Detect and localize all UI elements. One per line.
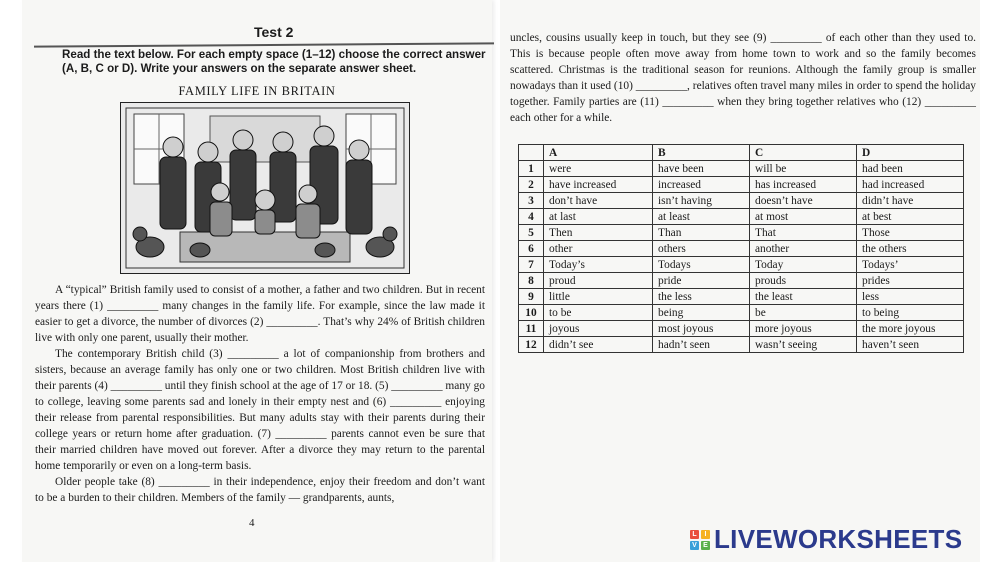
option-a: have increased: [544, 177, 653, 193]
option-c: be: [750, 305, 857, 321]
left-page: [22, 0, 492, 562]
option-d: had been: [857, 161, 964, 177]
table-row: [519, 209, 964, 225]
option-c: more joyous: [750, 321, 857, 337]
option-b: being: [653, 305, 750, 321]
table-header-row: [519, 145, 964, 161]
logo-letter: V: [690, 541, 699, 550]
table-row: [519, 225, 964, 241]
option-c: another: [750, 241, 857, 257]
option-a: didn’t see: [544, 337, 653, 353]
option-b: Todays: [653, 257, 750, 273]
table-row: [519, 273, 964, 289]
option-b: at least: [653, 209, 750, 225]
family-portrait-illustration: [120, 102, 410, 274]
option-a: joyous: [544, 321, 653, 337]
logo-letter: L: [690, 530, 699, 539]
option-b: pride: [653, 273, 750, 289]
option-b: isn’t having: [653, 193, 750, 209]
table-body: [519, 161, 964, 353]
table-row: [519, 289, 964, 305]
option-d: Todays’: [857, 257, 964, 273]
option-b: hadn’t seen: [653, 337, 750, 353]
table-row: [519, 337, 964, 353]
paragraph-continued: uncles, cousins usually keep in touch, but they see (9) _________ of each other than they used to. This is because people often move away from home town to work and so the family becomes scattered. Christmas is the traditional season for reunions. Although the family group is smaller nowadays than it used (10) _________, relatives often travel many miles in order to spend the holiday together. Family parties are (11) _________ when they bring together relatives who (12) _________ each other for a while.: [510, 32, 976, 124]
test-title: Test 2: [254, 24, 294, 40]
option-a: were: [544, 161, 653, 177]
page-number: 4: [249, 517, 255, 529]
option-c: doesn’t have: [750, 193, 857, 209]
logo-letter: I: [701, 530, 710, 539]
paragraph-3: Older people take (8) _________ in their independence, enjoy their freedom and don’t want to be a burden to their children. Members of the family — grandparents, aunts,: [35, 476, 485, 504]
option-a: Today’s: [544, 257, 653, 273]
option-a: proud: [544, 273, 653, 289]
option-c: will be: [750, 161, 857, 177]
option-d: at best: [857, 209, 964, 225]
question-number: 9: [519, 289, 544, 305]
option-d: haven’t seen: [857, 337, 964, 353]
question-number: 6: [519, 241, 544, 257]
option-d: less: [857, 289, 964, 305]
paragraph-2: The contemporary British child (3) _________ a lot of companionship from brothers and sisters, because an average family has only one or two children. Most British children live with their parents (4) _________ until they finish school at the age of 17 or 18. (5) _________ many go to college, leaving some parents sad and lonely in their empty nest and (6) _________ enjoying their release from parental responsibilities. But many adults stay with their parents during their college years or return home after graduation. (7) _________ parents cannot even be sure that their married children have moved out forever. After a divorce they may return to the parental home temporarily or even on a long-term basis.: [35, 348, 485, 472]
option-d: didn’t have: [857, 193, 964, 209]
option-a: don’t have: [544, 193, 653, 209]
option-a: other: [544, 241, 653, 257]
question-number: 3: [519, 193, 544, 209]
option-c: wasn’t seeing: [750, 337, 857, 353]
option-b: others: [653, 241, 750, 257]
option-b: most joyous: [653, 321, 750, 337]
question-number: 2: [519, 177, 544, 193]
question-number: 1: [519, 161, 544, 177]
table-row: [519, 193, 964, 209]
liveworksheets-logo: [690, 524, 962, 555]
table-header-number: [519, 145, 544, 161]
option-c: has increased: [750, 177, 857, 193]
option-c: at most: [750, 209, 857, 225]
title-divider: [34, 42, 494, 47]
question-number: 4: [519, 209, 544, 225]
option-b: the less: [653, 289, 750, 305]
logo-text: LIVEWORKSHEETS: [714, 524, 963, 554]
option-d: the more joyous: [857, 321, 964, 337]
question-number: 8: [519, 273, 544, 289]
table-row: [519, 241, 964, 257]
option-c: That: [750, 225, 857, 241]
question-number: 5: [519, 225, 544, 241]
option-d: Those: [857, 225, 964, 241]
option-b: increased: [653, 177, 750, 193]
option-a: at last: [544, 209, 653, 225]
option-d: to being: [857, 305, 964, 321]
option-d: had increased: [857, 177, 964, 193]
paragraph-1: A “typical” British family used to consist of a mother, a father and two children. But in recent years there (1) _________ many changes in the family life. For example, since the law made it easier to get a divorce, the number of divorces (2) _________. That’s why 24% of British children live with only one parent, usually their mother.: [35, 284, 485, 344]
table-row: [519, 321, 964, 337]
option-d: the others: [857, 241, 964, 257]
table-row: [519, 305, 964, 321]
option-a: to be: [544, 305, 653, 321]
table-header-b: B: [653, 145, 750, 161]
table-header-a: A: [544, 145, 653, 161]
question-number: 11: [519, 321, 544, 337]
question-number: 10: [519, 305, 544, 321]
table-row: [519, 177, 964, 193]
option-a: Then: [544, 225, 653, 241]
table-row: [519, 161, 964, 177]
question-number: 7: [519, 257, 544, 273]
table-row: [519, 257, 964, 273]
table-header-c: C: [750, 145, 857, 161]
question-number: 12: [519, 337, 544, 353]
logo-letter: E: [701, 541, 710, 550]
option-c: prouds: [750, 273, 857, 289]
option-a: little: [544, 289, 653, 305]
option-b: have been: [653, 161, 750, 177]
article-title: FAMILY LIFE IN BRITAIN: [178, 84, 336, 98]
option-c: the least: [750, 289, 857, 305]
option-b: Than: [653, 225, 750, 241]
article-body: [35, 282, 485, 506]
instructions: Read the text below. For each empty space (1–12) choose the correct answer (A, B, C or D). Write your answers on the separate answer sheet.: [62, 48, 486, 75]
option-d: prides: [857, 273, 964, 289]
option-c: Today: [750, 257, 857, 273]
logo-icon: [690, 530, 710, 550]
answer-options-table: [518, 144, 964, 353]
table-header-d: D: [857, 145, 964, 161]
